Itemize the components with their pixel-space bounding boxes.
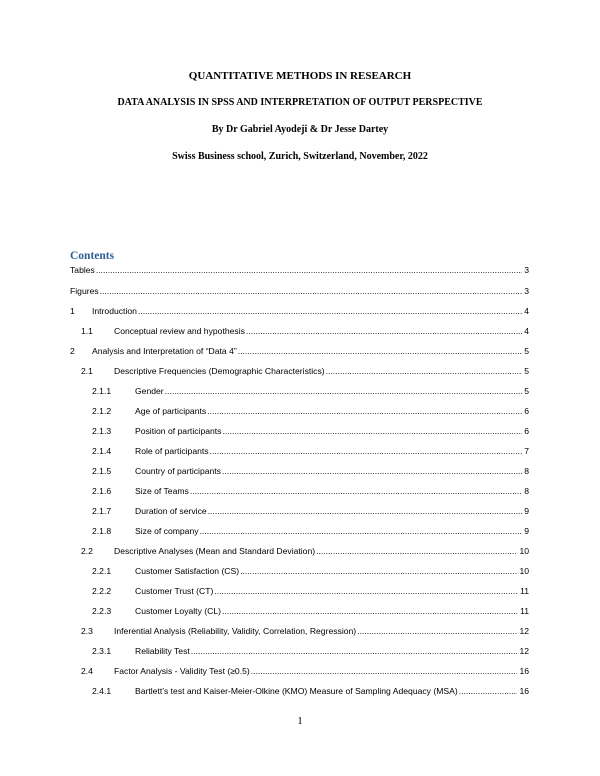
- toc-entry-title: Role of participants: [135, 446, 209, 456]
- toc-entry-title: Analysis and Interpretation of “Data 4”: [92, 346, 237, 356]
- toc-entry-page: 11: [520, 606, 529, 616]
- toc-entry-page: 10: [519, 566, 529, 576]
- toc-entry[interactable]: [81, 546, 529, 559]
- toc-leader-dots: [459, 686, 518, 696]
- toc-entry-page: 5: [524, 346, 529, 356]
- toc-entry-number: 2.1.7: [92, 506, 112, 516]
- toc-entry[interactable]: [92, 686, 529, 699]
- toc-entry-number: 2.3: [81, 626, 93, 636]
- toc-entry[interactable]: [81, 626, 529, 639]
- toc-leader-dots: [138, 306, 522, 316]
- toc-entry-number: 2.1.5: [92, 466, 112, 476]
- toc-entry[interactable]: [70, 286, 529, 299]
- toc-leader-dots: [96, 265, 522, 275]
- toc-entry-number: 2.1: [81, 366, 93, 376]
- toc-entry-page: 9: [524, 526, 529, 536]
- document-subtitle: DATA ANALYSIS IN SPSS AND INTERPRETATION OF OUTPUT PERSPECTIVE: [117, 97, 483, 108]
- toc-entry-page: 8: [524, 466, 529, 476]
- toc-entry[interactable]: [70, 306, 529, 319]
- toc-entry-page: 12: [519, 646, 529, 656]
- toc-entry-number: 2.4: [81, 666, 93, 676]
- toc-leader-dots: [100, 286, 523, 296]
- toc-entry[interactable]: [81, 326, 529, 339]
- toc-leader-dots: [214, 586, 518, 596]
- toc-entry-page: 16: [519, 666, 529, 676]
- toc-entry-page: 3: [524, 265, 529, 275]
- toc-leader-dots: [251, 666, 518, 676]
- toc-entry[interactable]: [70, 346, 529, 359]
- toc-leader-dots: [190, 486, 522, 496]
- toc-entry[interactable]: [92, 466, 529, 479]
- toc-entry[interactable]: [92, 606, 529, 619]
- toc-entry-number: 2.1.3: [92, 426, 112, 436]
- toc-entry-title: Factor Analysis - Validity Test (≥0.5): [114, 666, 250, 676]
- toc-entry-number: 2.2.1: [92, 566, 112, 576]
- toc-entry-title: Tables: [70, 265, 95, 275]
- toc-leader-dots: [165, 386, 523, 396]
- toc-entry[interactable]: [81, 666, 529, 679]
- document-title: QUANTITATIVE METHODS IN RESEARCH: [188, 70, 412, 82]
- toc-entry-number: 2.1.2: [92, 406, 112, 416]
- toc-entry-page: 12: [519, 626, 529, 636]
- toc-entry-title: Size of Teams: [135, 486, 189, 496]
- toc-entry-number: 2.1.6: [92, 486, 112, 496]
- document-affiliation: Swiss Business school, Zurich, Switzerland, November, 2022: [172, 151, 428, 162]
- toc-entry-title: Gender: [135, 386, 164, 396]
- toc-entry[interactable]: [92, 566, 529, 579]
- toc-entry[interactable]: [92, 446, 529, 459]
- toc-leader-dots: [222, 606, 518, 616]
- toc-leader-dots: [210, 446, 523, 456]
- toc-entry[interactable]: [92, 426, 529, 439]
- toc-entry[interactable]: [81, 366, 529, 379]
- toc-entry-page: 5: [524, 386, 529, 396]
- toc-entry-title: Inferential Analysis (Reliability, Validity, Correlation, Regression): [114, 626, 357, 636]
- toc-entry-title: Country of participants: [135, 466, 221, 476]
- toc-entry-number: 2.1.4: [92, 446, 112, 456]
- toc-entry-page: 6: [524, 406, 529, 416]
- toc-entry-page: 4: [524, 306, 529, 316]
- toc-entry-page: 4: [524, 326, 529, 336]
- toc-leader-dots: [316, 546, 517, 556]
- toc-entry[interactable]: [92, 646, 529, 659]
- toc-entry-number: 2.1.8: [92, 526, 112, 536]
- page-number: 1: [297, 715, 303, 727]
- toc-leader-dots: [240, 566, 517, 576]
- toc-entry[interactable]: [92, 406, 529, 419]
- toc-entry-number: 2.1.1: [92, 386, 112, 396]
- toc-entry-number: 2: [70, 346, 75, 356]
- contents-heading: Contents: [70, 250, 115, 262]
- toc-entry-title: Conceptual review and hypothesis: [114, 326, 245, 336]
- toc-entry-title: Duration of service: [135, 506, 207, 516]
- toc-entry-number: 2.2: [81, 546, 93, 556]
- toc-entry[interactable]: [92, 586, 529, 599]
- toc-entry-title: Descriptive Analyses (Mean and Standard Deviation): [114, 546, 316, 556]
- toc-entry-title: Position of participants: [135, 426, 222, 436]
- toc-leader-dots: [246, 326, 522, 336]
- toc-entry-number: 2.2.3: [92, 606, 112, 616]
- toc-leader-dots: [222, 426, 522, 436]
- toc-entry-title: Figures: [70, 286, 99, 296]
- toc-entry-title: Customer Loyalty (CL): [135, 606, 221, 616]
- toc-entry-title: Age of participants: [135, 406, 207, 416]
- toc-entry-title: Size of company: [135, 526, 199, 536]
- toc-entry-page: 8: [524, 486, 529, 496]
- toc-entry-title: Descriptive Frequencies (Demographic Characteristics): [114, 366, 325, 376]
- toc-entry-number: 2.4.1: [92, 686, 112, 696]
- toc-leader-dots: [238, 346, 522, 356]
- toc-entry-page: 7: [524, 446, 529, 456]
- toc-entry-number: 1.1: [81, 326, 93, 336]
- toc-entry-page: 9: [524, 506, 529, 516]
- toc-leader-dots: [191, 646, 518, 656]
- toc-leader-dots: [208, 506, 523, 516]
- toc-entry[interactable]: [92, 526, 529, 539]
- toc-entry-title: Customer Trust (CT): [135, 586, 214, 596]
- toc-leader-dots: [357, 626, 517, 636]
- toc-entry-page: 5: [524, 366, 529, 376]
- toc-entry-number: 1: [70, 306, 75, 316]
- toc-entry-title: Introduction: [92, 306, 137, 316]
- document-authors: By Dr Gabriel Ayodeji & Dr Jesse Dartey: [211, 124, 389, 135]
- toc-entry-number: 2.3.1: [92, 646, 112, 656]
- toc-leader-dots: [222, 466, 522, 476]
- toc-entry[interactable]: [92, 486, 529, 499]
- toc-entry[interactable]: [92, 386, 529, 399]
- toc-leader-dots: [207, 406, 522, 416]
- toc-leader-dots: [200, 526, 523, 536]
- toc-entry-page: 11: [520, 586, 529, 596]
- toc-entry-page: 10: [519, 546, 529, 556]
- toc-entry-page: 6: [524, 426, 529, 436]
- toc-entry-page: 3: [524, 286, 529, 296]
- toc-entry-title: Bartlett’s test and Kaiser-Meier-Olkine (KMO) Measure of Sampling Adequacy (MSA): [135, 686, 458, 696]
- toc-entry-number: 2.2.2: [92, 586, 112, 596]
- toc-entry-title: Reliability Test: [135, 646, 190, 656]
- toc-entry-title: Customer Satisfaction (CS): [135, 566, 240, 576]
- toc-entry-page: 16: [519, 686, 529, 696]
- toc-entry[interactable]: [70, 265, 529, 278]
- toc-entry[interactable]: [92, 506, 529, 519]
- toc-leader-dots: [326, 366, 523, 376]
